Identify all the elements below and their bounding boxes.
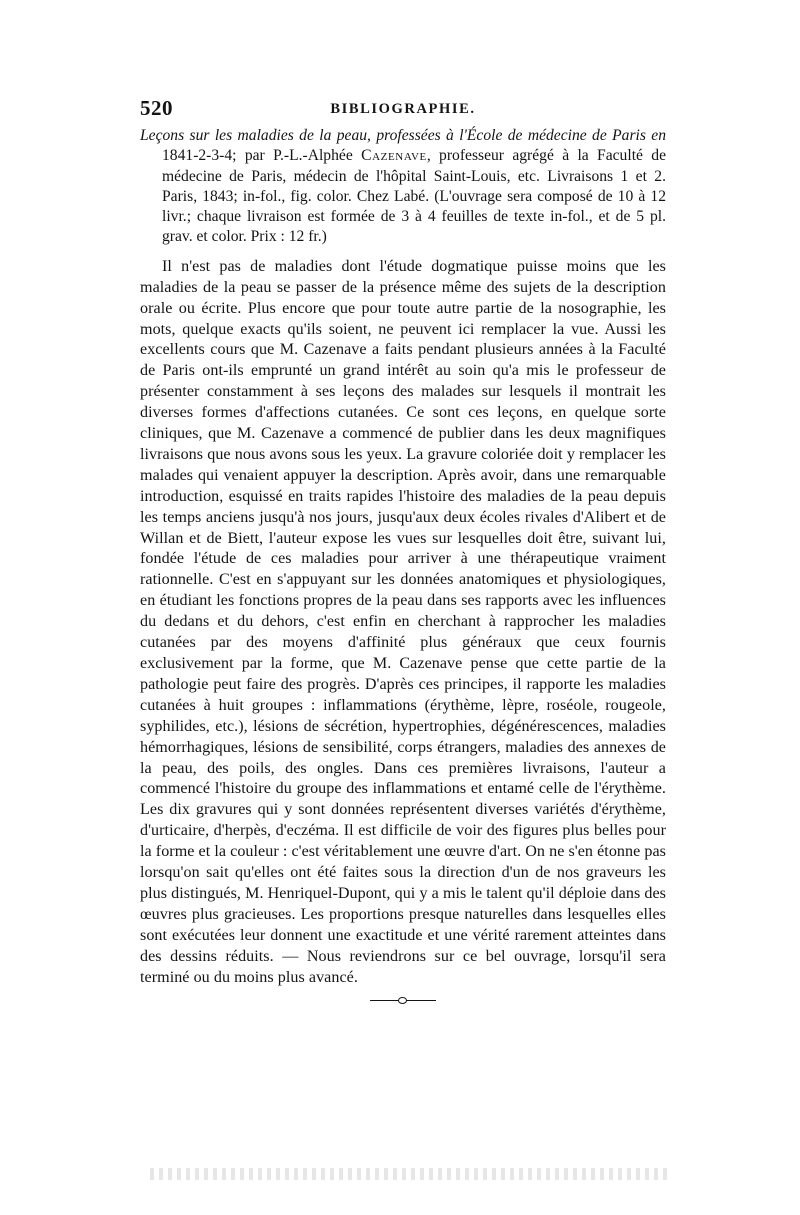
- entry-author: Cazenave: [361, 147, 427, 165]
- section-divider-ornament: [370, 997, 436, 1003]
- book-page: [140, 96, 666, 1003]
- page-header: [140, 96, 666, 122]
- review-paragraph: Il n'est pas de maladies dont l'étude dogmatique puisse moins que les maladies de la peau se passer de la présence même des sujets de la description orale ou écrite. Plus encore que pour toute autre partie de la nosographie, les mots, quelque exacts qu'ils soient, ne peuvent ici remplacer la vue. Aussi les excellents cours que M. Cazenave a faits pendant plusieurs années à la Faculté de Paris ont-ils emprunté un grand intérêt au soin qu'a mis le professeur de présenter constamment à ses leçons des malades sur lesquels il montrait les diverses formes d'affections cutanées. Ce sont ces leçons, en quelque sorte cliniques, que M. Cazenave a commencé de publier dans les deux magnifiques livraisons que nous avons sous les yeux. La gravure coloriée doit y remplacer les malades qui venaient appuyer la description. Après avoir, dans une remarquable introduction, esquissé en traits rapides l'histoire des maladies de la peau depuis les temps anciens jusqu'à nos jours, jusqu'aux deux écoles rivales d'Alibert et de Willan et de Biett, l'auteur expose les vues sur lesquelles doit être, suivant lui, fondée l'étude de ces maladies pour arriver à une thérapeutique vraiment rationnelle. C'est en s'appuyant sur les données anatomiques et physiologiques, en étudiant les fonctions propres de la peau dans ses rapports avec les influences du dedans et du dehors, c'est enfin en cherchant à rapprocher les maladies cutanées par des moyens d'affinité plus généraux que ceux fournis exclusivement par la forme, que M. Cazenave pense que cette partie de la pathologie peut faire des progrès. D'après ces principes, il rapporte les maladies cutanées à huit groupes : inflammations (érythème, lèpre, roséole, rougeole, syphilides, etc.), lésions de sécrétion, hypertrophies, dégénérescences, maladies hémorrhagiques, lésions de sensibilité, corps étrangers, maladies des annexes de la peau, des poils, des ongles. Dans ces premières livraisons, l'auteur a commencé l'histoire du groupe des inflammations et entamé celle de l'érythème. Les dix gravures qui y sont données représentent diverses variétés d'érythème, d'urticaire, d'herpès, d'eczéma. Il est difficile de voir des figures plus belles pour la forme et la couleur : c'est véritablement une œuvre d'art. On ne s'en étonne pas lorsqu'on sait qu'elles ont été faites sous la direction d'un de nos graveurs les plus distingués, M. Henriquel-Dupont, qui y a mis le talent qu'il déploie dans des œuvres plus gracieuses. Les proportions presque naturelles dans lesquelles elles sont exécutées leur donnent une exactitude et une vérité rarement atteintes dans des dessins réduits. — Nous reviendrons sur ce bel ouvrage, lorsqu'il sera terminé ou du moins plus avancé.: [140, 257, 666, 986]
- bibliographic-entry: [140, 126, 666, 248]
- running-title: BIBLIOGRAPHIE.: [330, 101, 476, 117]
- entry-details-after-author: , professeur agrégé à la Faculté de médecine de Paris, médecin de l'hôpital Saint-Louis, etc. Livraisons 1 et 2. Paris, 1843; in-fol., fig. color. Chez Labé. (L'ouvrage sera composé de 10 à 12 livr.; chaque livraison est formée de 3 à 4 feuilles de texte in-fol., et de 5 pl. grav. et color. Prix : 12 fr.): [162, 147, 666, 246]
- page-number: 520: [140, 96, 173, 120]
- entry-details-before-author: 1841-2-3-4; par P.-L.-Alphée: [162, 147, 362, 165]
- entry-title: Leçons sur les maladies de la peau, professées à l'École de médecine de Paris en: [140, 127, 666, 144]
- bleed-through-shadow: [150, 1168, 670, 1180]
